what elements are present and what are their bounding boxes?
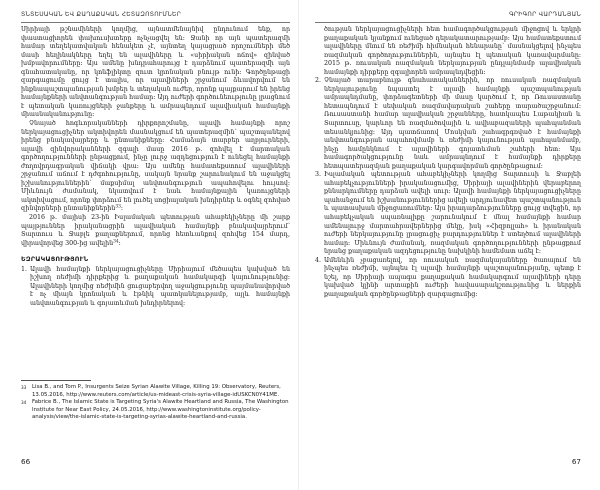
conclusions-list <box>315 77 581 299</box>
footnote-number: 34 <box>21 400 27 405</box>
item-text: Իսլամական պետության ահաբեկիչների կողմից Տարտուսի և Ջաբլեի ահաբեկչությունների իրականացումից, Սիրիայի ալավիներին վերաբերող քննարկումները դարձան ավելի սուր: Ալավի համայնքի ներկայացուցիչները պահանջում են իշխանություններից ավելի արդյունավետ պաշտպանություն և պատասխան միջոցառումներ: Այս իրադարձությունները ցույց տվեցին, որ ահաբեկչական սպառնալիքը շարունակում է մնալ համայնքի համար ամենալուրջ մարտահրավերներից մեկը, իսկ «Հիզբոլլահ» և իրանական ուժերի ներկայությունը լրացուցիչ բարդություններ է ստեղծում ալավիների համար: Միևնույն ժամանակ, ռազմական գործողությունների ընթացքում նրանց քաղաքական ազդեցությունը նախկինի համեմատ աճել է: <box>324 171 581 256</box>
footnote-text: Lisa B., and Tom P., Insurgents Seize Syrian Alawite Village, Killing 19: Observatory, Reuters, 13.05.2016, http://www.reuters.com/article/us-mideast-crisis-syria-village-idUSKCN0Y41ME. <box>32 384 281 398</box>
gutter <box>298 0 299 490</box>
footnote-rule <box>21 380 91 381</box>
footnotes <box>21 384 290 422</box>
item-number: 4. <box>315 256 322 264</box>
list-item <box>315 171 581 256</box>
item-text: Ամենևին չբացառելով, որ ռուսական ռազմակայանները ծառայում են ինչպես ռեժիմի, այնպես էլ ալավի համայնքի պաշտպանությանը, պետք է նշել, որ Սիրիայի ապագա քաղաքական համակարգում ալավիների դերը կախված կլինի արտաքին ուժերի հավասարակշռությունից և ներքին քաղաքական գործընթացների զարգացումից: <box>324 256 581 298</box>
paragraph: ծության ներկայացուցիչների հետ համագործակցության միջոցով և երկրի քաղաքական կյանքում ունեցած դերակատարությամբ: Այս համատեքստում ալավիները մնում են ռեժիմի հիմնական հենարանը՝ մասնակցելով ինչպես ռազմական գործողություններին, այնպես էլ պետական կառավարմանը: 2015 թ. ռուսական ռազմական ներկայության ընդլայնմամբ ալավիական համայնքի դիրքերը զգալիորեն ամրապնդվեցին: <box>324 26 581 76</box>
page-number: 66 <box>21 457 31 466</box>
item-text: Ալավի համայնքի ներկայացուցիչները Սիրիայում մեծապես կախված են իշխող ռեժիմի դիրքերից և քաղաքական համակարգի կայունությունից: Ալավիների կողմից ռեժիմին ցուցաբերվող աջակցությունը պայմանավորված է ոչ միայն կրոնական և էթնիկ պատկանելությամբ, այլև համայնքի անվտանգության և գոյատևման խնդիրներով: <box>30 265 290 307</box>
footnote-ref: 33 <box>115 204 121 210</box>
footnote <box>21 399 290 422</box>
item-text: Չնայած տարաբնույթ գնահատականներին, որ ռուսական ռազմական ներկայությունը նպաստել է ալավի համայնքի պաշտպանության ամրապնդմանը, փորձագետների մի մասը կարծում է, որ Ռուսաստանը հետապնդում է սեփական ռազմավարական շահերը տարածաշրջանում: Ռուսաստանի համար ալավիական շրջանները, հատկապես Լաթակիան և Տարտուսը, կարևոր են ռազմածովային և ավիաբազաների պահպանման տեսանկյունից: Այդ պատճառով Մոսկվան շահագրգռված է համայնքի անվտանգության ապահովմամբ և ռեժիմի կայունության պահպանմամբ, ինչը համընկնում է ալավիների գոյատևման շահերի հետ: Այս համագործակցությունը նաև ամրապնդում է համայնքի դիրքերը հետպատերազմյան քաղաքական կարգավորման գործընթացում: <box>324 77 581 170</box>
footnote-text: Fabrice B., The Islamic State is Targeting Syria's Alawite Heartland and Russia, The Washington Institute for Near East Policy, 24.05.2016, http://www.washingtoninstitute.org/policy-analysis/view/the-islamic-state-is-targeting-syrias-alawite-heartland-and-russia. <box>32 399 289 420</box>
list-item <box>21 266 290 309</box>
paragraph: 2016 թ. մայիսի 23-ին Իսլամական պետության ահաբեկիչները մի շարք պայթյուններ իրականացրին ալավիական համայնքի բնակավայրերում՝ Տարտուս և Ջաբլե քաղաքներում, որոնց հետևանքով զոհվեց 154 մարդ, վիրավորվեց 300-ից ավելին$^{34}$: <box>21 214 290 247</box>
footnote-ref: 34 <box>113 239 119 245</box>
item-number: 2. <box>315 77 322 85</box>
item-number: 1. <box>21 265 28 273</box>
paragraph: Սիրիայի թշնամիների կողմից, այնատմենայնիվ ընդունում ենք, որ փաստացիորեն փախուսխտերը ոչնչացվել են: Ջանի որ այն պատերազմի համար տեղեկատվական հենակետ չէ, այնտեղ կայացրած որոշումների մեծ մասի հեղինակները եղել են ալավիները և «սիրիական ոճով» զինված խմբավորումները: Այս ամենը խնդրահարույց է դարձնում պատերազմի այն գնահատականը, որ կոնֆլիկտը զուտ կրոնական բնույթ ունի: Գործընթացի զարգացումը ցույց է տալիս, որ ալավիների շրջանում ձևավորվում են ինքնապաշտպանության խմբեր և տեղական ուժեր, որոնք պայքարում են իրենց համայնքների անվտանգության համար: Այդ ուժերի գործունեությունը լրացնում է պետական կառույցների ջանքերը և ամրապնդում ալավիական համայնքի միասնականությունը: <box>21 26 290 119</box>
header-rule <box>21 22 290 23</box>
right-page <box>315 0 581 490</box>
running-head: ԳՐԻԳՈՐ ՎԱՐԴԱՆՅԱՆ <box>509 11 581 18</box>
running-head: ՏՆՏԵՍԱԿԱՆ ԵՎ ՔԱՂԱՔԱԿԱՆ ՀԵՏԱԶՈՏՈՒՄՆԵՐ <box>21 11 182 18</box>
body-text <box>315 26 581 300</box>
list-item <box>315 257 581 300</box>
item-number: 3. <box>315 171 322 179</box>
conclusions-list <box>21 266 290 309</box>
footnote <box>21 384 290 399</box>
footnote-number: 33 <box>21 385 27 390</box>
paragraph: Չնայած հոգևորականների դիրքորոշմանը, ալավի համայնքի որոշ ներկայացուցիչներ ակտիվորեն մասնակցում են պատերազմին՝ պաշտպանելով իրենց բնակավայրերը և ընտանիքները: Համաձայն տարբեր աղբյուրների, ալավի զինվորականների զգալի մասը 2016 թ. զոհվել է մարտական գործողությունների ընթացքում, ինչը լուրջ ազդեցություն է ունեցել համայնքի ժողովրդագրական վիճակի վրա: Այս ամենը համատեքստում ալավիների շրջանում աճում է դժգոհությունը, սակայն նրանք շարունակում են աջակցել իշխանություններին՝ մաքսիմալ անվտանգություն ապահովելու հույսով: Միևնույն ժամանակ, նկատվում է նաև համայնքային կառույցների ակտիվացում, որոնք փորձում են լուծել սոցիալական խնդիրներ և օգնել զոհված զինվորների ընտանիքներին$^{33}$: <box>21 120 290 213</box>
list-item <box>315 77 581 171</box>
header-rule <box>315 22 581 23</box>
body-text <box>21 26 290 309</box>
page-number: 67 <box>571 457 581 466</box>
conclusions-heading: ԵԶՐԱԿԱՑՈՒԹՅՈՒՆ <box>21 255 89 264</box>
left-page <box>21 0 290 490</box>
